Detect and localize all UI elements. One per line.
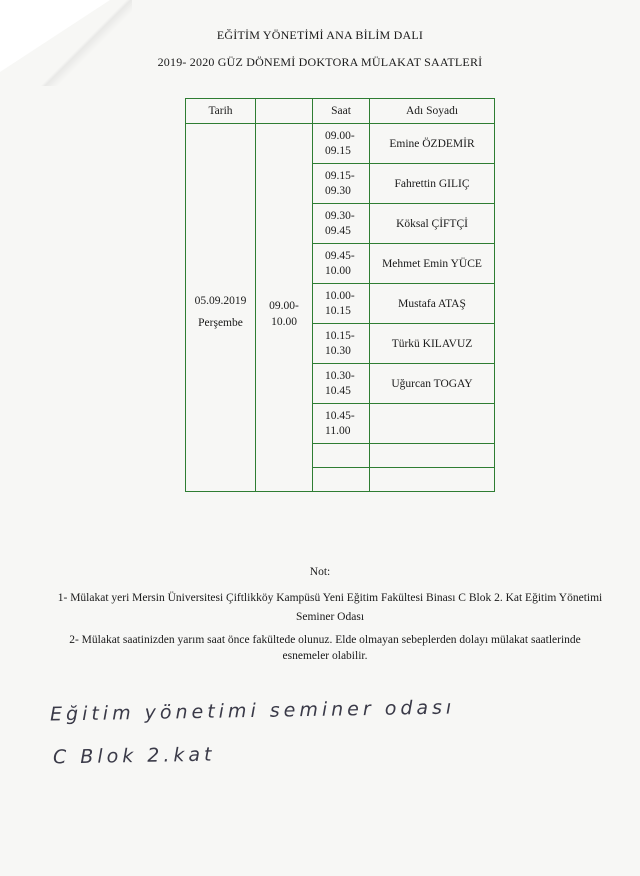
slot-end: 09.30	[325, 184, 351, 197]
department-title: EĞİTİM YÖNETİMİ ANA BİLİM DALI	[216, 28, 424, 42]
candidate-name: Fahrettin GILIÇ	[370, 164, 495, 204]
slot-start: 09.00-	[325, 129, 355, 142]
slot-end: 10.30	[325, 344, 351, 357]
slot-cell	[313, 404, 370, 444]
interview-date: 05.09.2019	[194, 294, 247, 307]
candidate-name	[370, 404, 495, 444]
time-range-end: 10.00	[271, 315, 297, 328]
header-blank	[256, 99, 313, 124]
table-row	[186, 124, 495, 164]
notes-title: Not:	[309, 566, 331, 578]
empty-cell	[313, 468, 370, 492]
slot-end: 10.15	[325, 304, 351, 317]
slot-end: 10.45	[325, 384, 351, 397]
header-time: Saat	[313, 99, 370, 124]
candidate-name: Uğurcan TOGAY	[370, 364, 495, 404]
slot-cell	[313, 244, 370, 284]
candidate-name: Mehmet Emin YÜCE	[370, 244, 495, 284]
slot-cell	[313, 124, 370, 164]
table-header-row	[186, 99, 495, 124]
header-name: Adı Soyadı	[370, 99, 495, 124]
slot-end: 09.15	[325, 144, 351, 157]
slot-start: 10.45-	[325, 409, 355, 422]
candidate-name: Türkü KILAVUZ	[370, 324, 495, 364]
slot-start: 09.30-	[325, 209, 355, 222]
folded-corner-shadow	[0, 0, 132, 86]
candidate-name: Mustafa ATAŞ	[370, 284, 495, 324]
slot-start: 09.45-	[325, 249, 355, 262]
slot-start: 10.15-	[325, 329, 355, 342]
date-cell	[186, 124, 256, 492]
slot-start: 09.15-	[325, 169, 355, 182]
interview-schedule-table	[185, 98, 495, 492]
slot-end: 11.00	[325, 424, 351, 437]
slot-start: 10.00-	[325, 289, 355, 302]
slot-cell	[313, 324, 370, 364]
candidate-name: Emine ÖZDEMİR	[370, 124, 495, 164]
note-arrival: 2- Mülakat saatinizden yarım saat önce fakültede olunuz. Elde olmayan sebeplerden dolayı mülakat saatlerinde esnemeler olabilir.	[69, 634, 581, 662]
document-title: 2019- 2020 GÜZ DÖNEMİ DOKTORA MÜLAKAT SAATLERİ	[157, 55, 483, 69]
candidate-name: Köksal ÇİFTÇİ	[370, 204, 495, 244]
header-date: Tarih	[186, 99, 256, 124]
slot-cell	[313, 204, 370, 244]
slot-cell	[313, 284, 370, 324]
time-range-start: 09.00-	[269, 299, 299, 312]
note-location: 1- Mülakat yeri Mersin Üniversitesi Çiftlikköy Kampüsü Yeni Eğitim Fakültesi Binası C Blok 2. Kat Eğitim Yönetimi Seminer Odası	[57, 592, 603, 623]
slot-end: 10.00	[325, 264, 351, 277]
slot-end: 09.45	[325, 224, 351, 237]
slot-cell	[313, 364, 370, 404]
time-range-cell	[256, 124, 313, 492]
empty-cell	[370, 444, 495, 468]
handwritten-note-room: Eğitim yönetimi seminer odası	[49, 696, 456, 726]
interview-day: Perşembe	[198, 316, 243, 329]
slot-start: 10.30-	[325, 369, 355, 382]
handwritten-note-floor: C Blok 2.kat	[52, 743, 216, 769]
empty-cell	[313, 444, 370, 468]
slot-cell	[313, 164, 370, 204]
empty-cell	[370, 468, 495, 492]
